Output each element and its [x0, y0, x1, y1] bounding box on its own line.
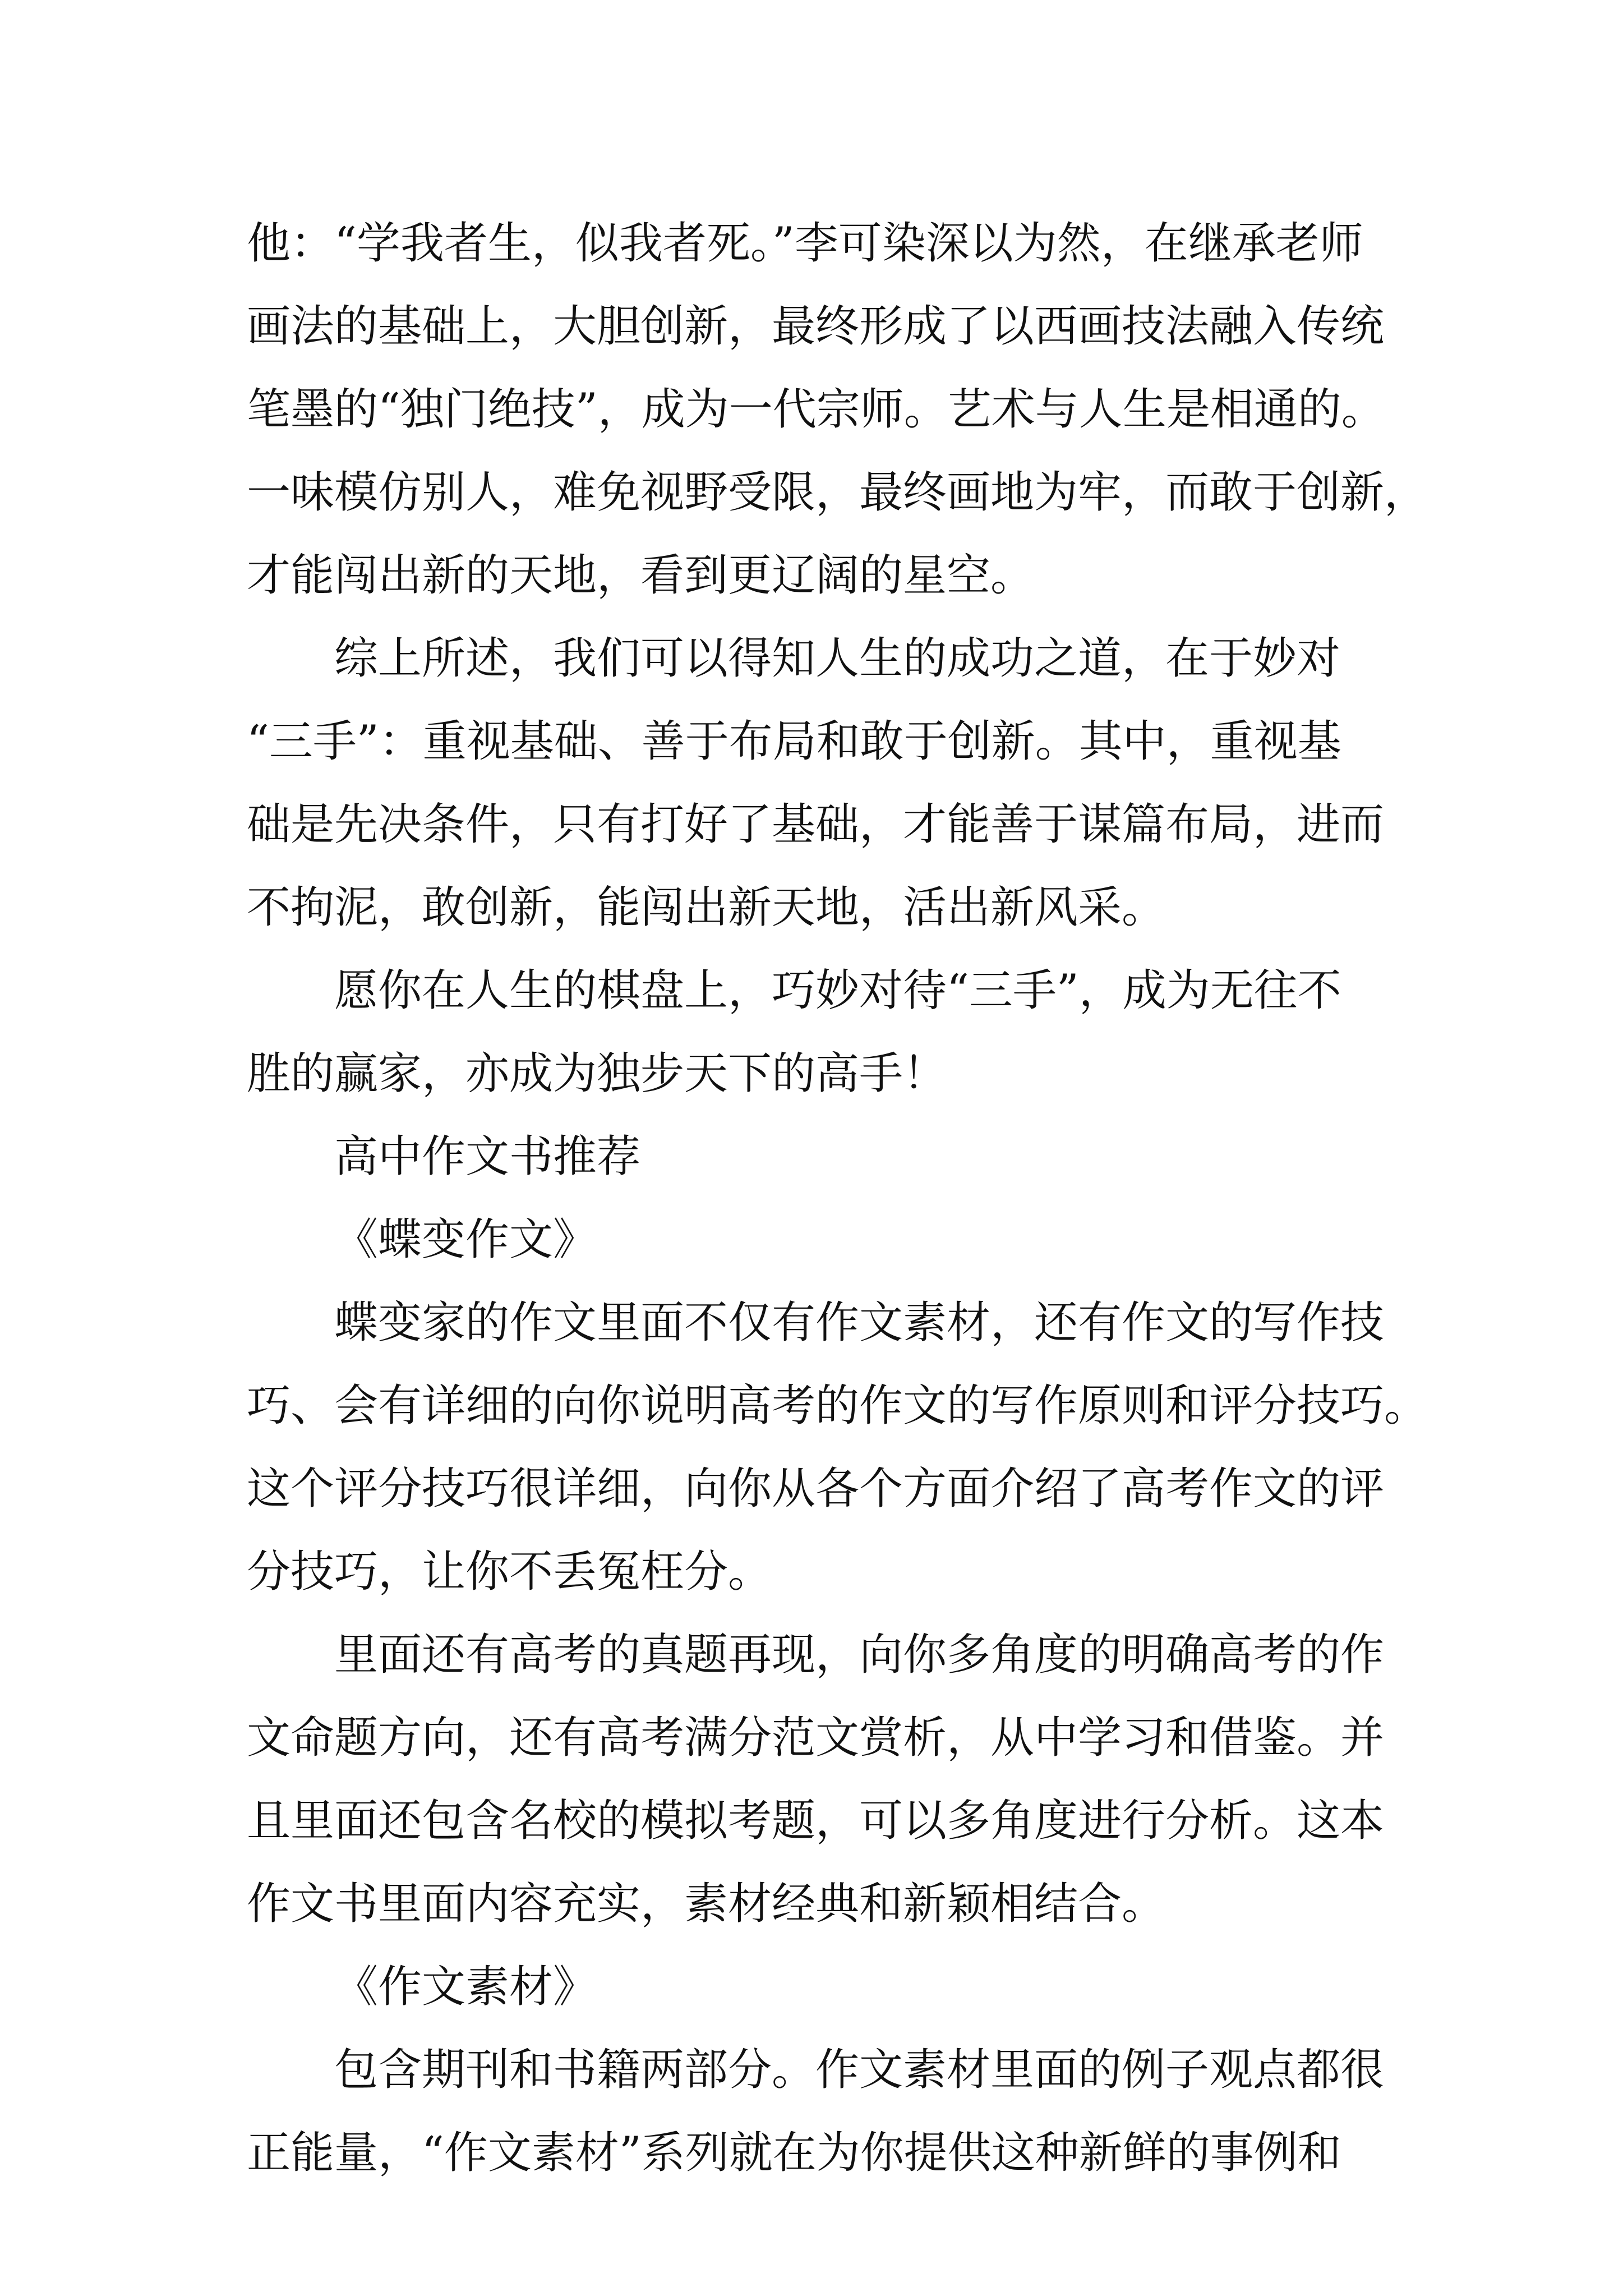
book-title: 《作文素材》	[334, 1962, 597, 2012]
paragraph-start: 包含期刊和书籍两部分。作文素材里面的例子观点都很	[334, 2045, 1385, 2095]
text-line: 画法的基础上，大胆创新，最终形成了以西画技法融入传统	[247, 301, 1385, 352]
text-line: 笔墨的“独门绝技”，成为一代宗师。艺术与人生是相通的。	[247, 384, 1385, 435]
text-line: 胜的赢家，亦成为独步天下的高手！	[247, 1048, 947, 1099]
text-line: 一味模仿别人，难免视野受限，最终画地为牢，而敢于创新，	[247, 467, 1428, 518]
text-line: 他：“学我者生，似我者死。”李可染深以为然，在继承老师	[247, 218, 1363, 269]
body-text	[247, 202, 1428, 2194]
text-line: “三手”：重视基础、善于布局和敢于创新。其中，重视基	[247, 716, 1341, 767]
text-line: 才能闯出新的天地，看到更辽阔的星空。	[247, 550, 1035, 601]
paragraph-start: 愿你在人生的棋盘上，巧妙对待“三手”，成为无往不	[334, 965, 1341, 1016]
text-line: 这个评分技巧很详细，向你从各个方面介绍了高考作文的评	[247, 1464, 1385, 1514]
section-heading: 高中作文书推荐	[334, 1131, 641, 1182]
text-line: 巧、会有详细的向你说明高考的作文的写作原则和评分技巧。	[247, 1381, 1428, 1431]
book-title: 《蝶变作文》	[334, 1214, 597, 1265]
text-line: 作文书里面内容充实，素材经典和新颖相结合。	[247, 1879, 1166, 1929]
text-line: 础是先决条件，只有打好了基础，才能善于谋篇布局，进而	[247, 799, 1385, 850]
text-line: 不拘泥，敢创新，能闯出新天地，活出新风采。	[247, 882, 1166, 933]
paragraph-start: 里面还有高考的真题再现，向你多角度的明确高考的作	[334, 1630, 1385, 1680]
paragraph-start: 综上所述，我们可以得知人生的成功之道，在于妙对	[334, 633, 1341, 684]
text-line: 正能量，“作文素材”系列就在为你提供这种新鲜的事例和	[247, 2128, 1341, 2178]
text-line: 文命题方向，还有高考满分范文赏析，从中学习和借鉴。并	[247, 1713, 1385, 1763]
text-line: 分技巧，让你不丢冤枉分。	[247, 1547, 772, 1597]
text-line: 且里面还包含名校的模拟考题，可以多角度进行分析。这本	[247, 1796, 1385, 1846]
paragraph-start: 蝶变家的作文里面不仅有作文素材，还有作文的写作技	[334, 1297, 1385, 1348]
